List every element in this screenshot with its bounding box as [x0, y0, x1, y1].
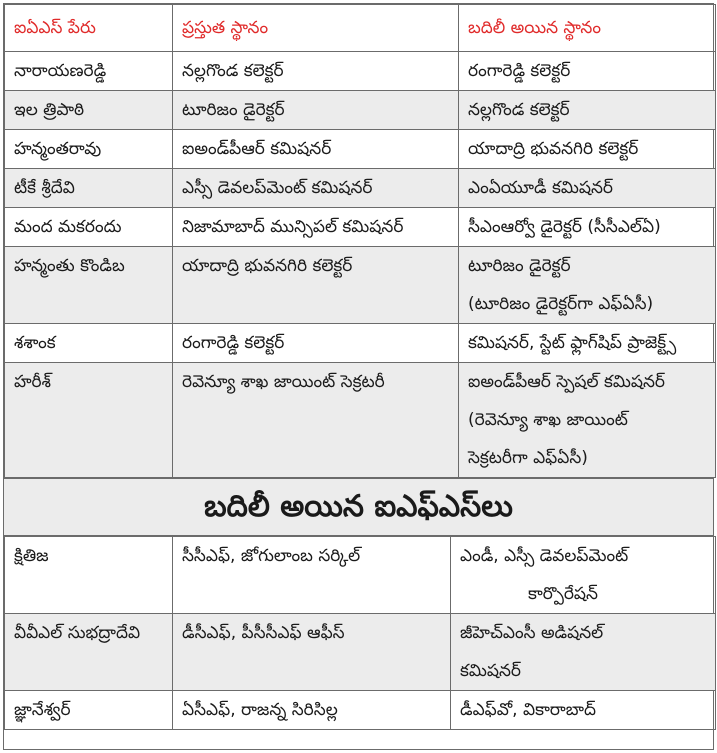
transferred-line: సీఎంఆర్వో డైరెక్టర్‌ (సీసీఎల్‌ఏ): [468, 217, 661, 237]
current-position: టూరిజం డైరెక్టర్‌: [173, 91, 459, 130]
transfers-frame: [3, 3, 714, 750]
current-position: రంగారెడ్డి కలెక్టర్‌: [173, 324, 459, 363]
ifs-transfers-table: [4, 536, 716, 730]
transferred-position: [459, 324, 716, 363]
transferred-position: [451, 691, 716, 730]
officer-name: వీవీఎల్‌ సుభద్రాదేవి: [5, 614, 173, 691]
transferred-line: జీహెచ్‌ఎంసీ అడిషనల్‌: [460, 623, 604, 643]
current-position: యాదాద్రి భువనగిరి కలెక్టర్‌: [173, 247, 459, 324]
current-position: ఐఅండ్‌పీఆర్‌ కమిషనర్‌: [173, 130, 459, 169]
officer-name: హన్మంతరావు: [5, 130, 173, 169]
current-position: ఏసీఎఫ్‌, రాజన్న సిరిసిల్ల: [173, 691, 451, 730]
transferred-line: డీఎఫ్‌వో, వికారాబాద్‌: [460, 700, 596, 720]
table-row: [5, 208, 716, 247]
current-position: నల్లగొండ కలెక్టర్‌: [173, 52, 459, 91]
current-position: సీసీఎఫ్‌, జోగులాంబ సర్కిల్‌: [173, 537, 451, 614]
officer-name: జ్ఞానేశ్వర్‌: [5, 691, 173, 730]
transferred-line: ఎంఏయూడీ కమిషనర్‌: [468, 178, 613, 198]
transferred-position: [451, 614, 716, 691]
officer-name: శశాంక: [5, 324, 173, 363]
transferred-line: కమిషనర్‌, స్టేట్‌ ఫ్లాగ్‌షిప్‌ ప్రాజెక్ట్స్‌: [468, 333, 677, 353]
table-row: [5, 537, 716, 614]
transferred-position: [459, 52, 716, 91]
transferred-line: (రెవెన్యూ శాఖ జాయింట్‌: [468, 410, 628, 430]
transferred-line: యాదాద్రి భువనగిరి కలెక్టర్‌: [468, 139, 639, 159]
officer-name: హరీశ్‌: [5, 363, 173, 478]
table-header-row: [5, 5, 716, 52]
table-row: [5, 91, 716, 130]
transferred-line: ఎండీ, ఎస్సీ డెవలప్‌మెంట్‌: [460, 546, 629, 566]
transferred-line: కమిషనర్‌: [460, 661, 521, 681]
officer-name: హన్మంతు కొండిబ: [5, 247, 173, 324]
transferred-position: [459, 91, 716, 130]
table-row: [5, 169, 716, 208]
header-current-position: ప్రస్తుత స్థానం: [173, 5, 459, 52]
officer-name: నారాయణరెడ్డి: [5, 52, 173, 91]
transferred-position: [459, 208, 716, 247]
current-position: నిజామాబాద్‌ మున్సిపల్‌ కమిషనర్‌: [173, 208, 459, 247]
table-row: [5, 130, 716, 169]
table-row: [5, 324, 716, 363]
ifs-section-title: బదిలీ అయిన ఐఎఫ్‌ఎస్‌లు: [4, 478, 713, 536]
transferred-line: కార్పొరేషన్‌: [527, 584, 598, 604]
transferred-line: ఐఅండ్‌పీఆర్‌ స్పెషల్‌ కమిషనర్‌: [468, 372, 665, 392]
header-transferred-position: బదిలీ అయిన స్థానం: [459, 5, 716, 52]
transferred-position: [451, 537, 716, 614]
transferred-position: [459, 247, 716, 324]
table-row: [5, 363, 716, 478]
table-row: [5, 52, 716, 91]
transferred-position: [459, 130, 716, 169]
officer-name: మంద మకరందు: [5, 208, 173, 247]
table-row: [5, 614, 716, 691]
transferred-line: నల్లగొండ కలెక్టర్‌: [468, 100, 570, 120]
header-name: ఐఏఎస్‌ పేరు: [5, 5, 173, 52]
officer-name: ఇల త్రిపాఠి: [5, 91, 173, 130]
transferred-line: రంగారెడ్డి కలెక్టర్‌: [468, 61, 571, 81]
transferred-position: [459, 169, 716, 208]
ias-transfers-table: [4, 4, 716, 478]
current-position: రెవెన్యూ శాఖ జాయింట్‌ సెక్రటరీ: [173, 363, 459, 478]
officer-name: టీకే శ్రీదేవి: [5, 169, 173, 208]
table-row: [5, 247, 716, 324]
transferred-position: [459, 363, 716, 478]
table-row: [5, 691, 716, 730]
officer-name: క్షితిజ: [5, 537, 173, 614]
transferred-line: సెక్రటరీగా ఎఫ్‌ఏసీ): [468, 448, 588, 468]
transferred-line: టూరిజం డైరెక్టర్‌: [468, 256, 571, 276]
transferred-line: (టూరిజం డైరెక్టర్‌గా ఎఫ్‌ఏసీ): [468, 294, 654, 314]
current-position: ఎస్సీ డెవలప్‌మెంట్‌ కమిషనర్‌: [173, 169, 459, 208]
current-position: డీసీఎఫ్‌, పీసీసీఎఫ్‌ ఆఫీస్‌: [173, 614, 451, 691]
